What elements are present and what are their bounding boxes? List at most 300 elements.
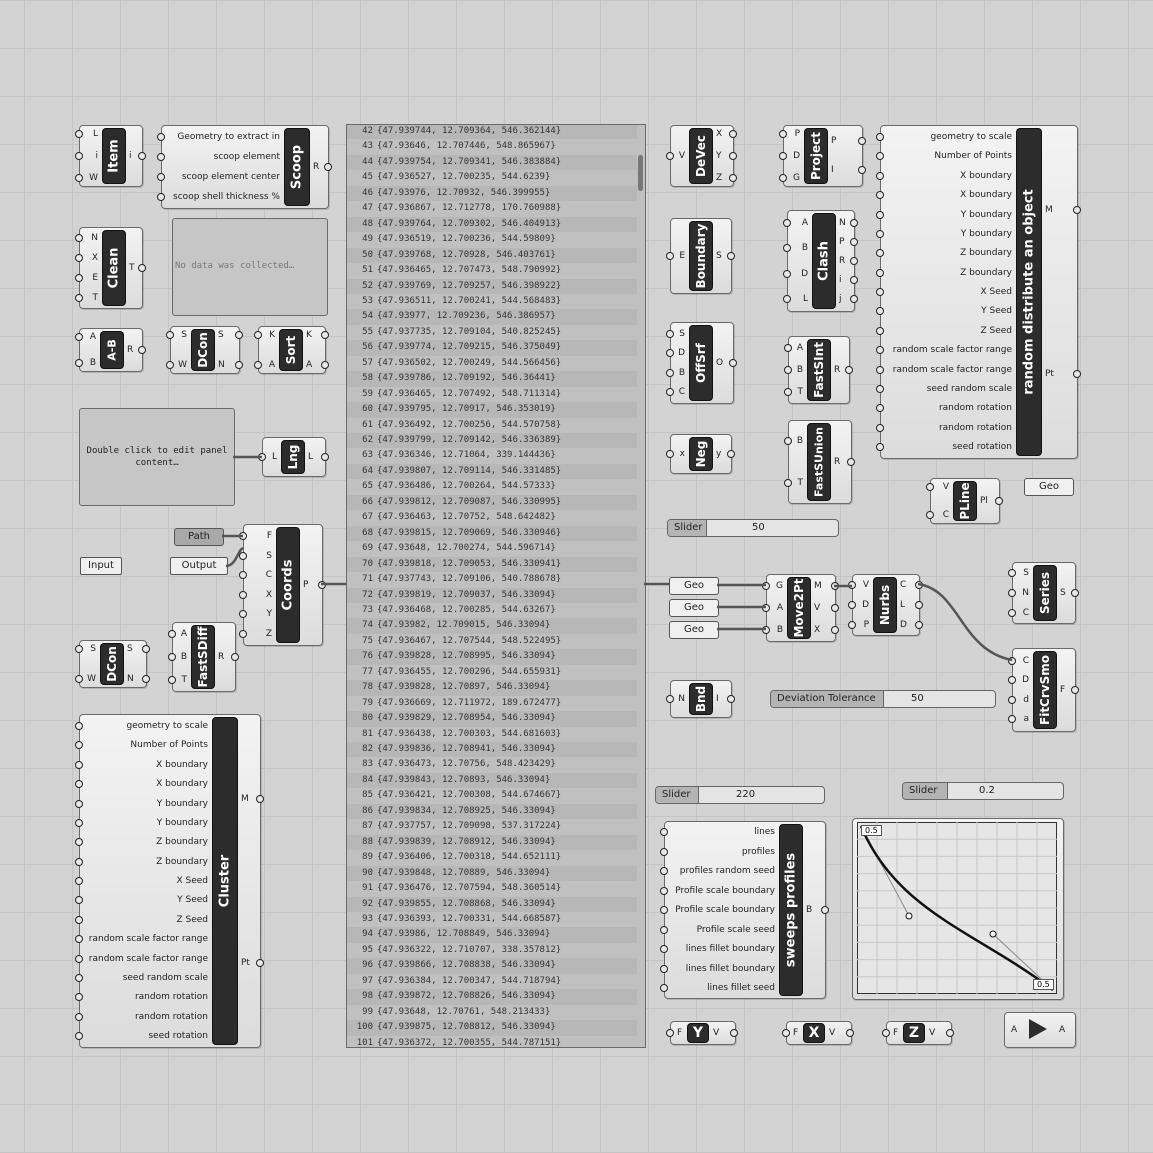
list-index: 65	[362, 481, 373, 492]
input-x-boundary: X boundary	[156, 759, 208, 770]
list-index: 49	[362, 234, 373, 245]
list-value: {47.939764, 12.709302, 546.404913}	[377, 218, 562, 229]
input-x: x	[679, 449, 685, 459]
list-index: 57	[362, 357, 373, 368]
input-a: A	[796, 343, 803, 353]
input-scoop-element-center: scoop element center	[181, 172, 280, 182]
component-dcon1-name: DCon	[196, 332, 210, 368]
input-c: C	[1022, 656, 1029, 666]
list-index: 71	[362, 574, 373, 585]
component-move2pt-name: Move2Pt	[792, 578, 806, 638]
list-index: 98	[362, 991, 373, 1002]
component-lng-name: Lng	[286, 444, 300, 470]
list-value: {47.936393, 12.700331, 544.668587}	[377, 913, 562, 924]
component-fastsdiff-name: FastSDiff	[196, 626, 210, 688]
component-fitcrvsmo-name: FitCrvSmo	[1038, 655, 1052, 725]
list-index: 42	[362, 126, 373, 136]
output-r: R	[839, 256, 846, 266]
list-index: 66	[362, 496, 373, 507]
input-n: N	[91, 233, 98, 243]
list-value: {47.939872, 12.708826, 546.33094}	[377, 991, 556, 1002]
panel-text: No data was collected…	[175, 261, 295, 271]
output-p: P	[839, 237, 845, 247]
component-boundary-name: Boundary	[694, 223, 708, 289]
list-value: {47.93648, 12.700274, 544.596714}	[377, 543, 556, 554]
input-z-boundary: Z boundary	[156, 856, 208, 867]
list-index: 60	[362, 404, 373, 415]
component-series-name: Series	[1038, 571, 1052, 615]
input-b: B	[801, 243, 808, 254]
list-index: 92	[362, 898, 373, 909]
component-rdo-name: random distribute an object	[1021, 189, 1037, 395]
output-m: M	[1045, 205, 1053, 215]
list-index: 77	[362, 666, 373, 677]
input-geometry-to-extract-in: Geometry to extract in	[177, 132, 280, 142]
input-profile-scale-seed: Profile scale seed	[696, 924, 775, 935]
input-d: d	[1023, 694, 1029, 705]
list-index: 56	[362, 342, 373, 353]
list-value: {47.939828, 12.708995, 546.33094}	[377, 651, 556, 662]
input-s: S	[266, 550, 272, 561]
list-value: {47.93986, 12.708849, 546.33094}	[377, 929, 551, 940]
input-y-boundary: Y boundary	[960, 209, 1012, 220]
output-d: D	[900, 620, 907, 630]
output-b: B	[806, 905, 813, 915]
input-i: i	[95, 151, 98, 161]
component-offsrf-name: OffSrf	[694, 343, 708, 383]
component-clash-name: Clash	[816, 241, 832, 281]
list-value: {47.936473, 12.70756, 548.423429}	[377, 759, 556, 770]
component-sweeps-name: sweeps profiles	[783, 852, 799, 968]
list-index: 96	[362, 960, 373, 971]
input-geometry-to-scale: geometry to scale	[930, 132, 1012, 142]
output-v: V	[713, 1028, 720, 1038]
input-x-boundary: X boundary	[156, 779, 208, 790]
list-value: {47.939839, 12.708912, 546.33094}	[377, 836, 556, 847]
component-clean-name: Clean	[106, 247, 122, 289]
list-value: {47.93976, 12.70932, 546.399955}	[377, 187, 551, 198]
output-r: R	[127, 345, 134, 355]
input-d: D	[801, 268, 808, 279]
list-index: 53	[362, 295, 373, 306]
component-item-name: Item	[106, 139, 122, 173]
input-lines-fillet-boundary: lines fillet boundary	[685, 944, 775, 954]
list-value: {47.93977, 12.709236, 546.386957}	[377, 311, 556, 322]
input-scoop-element: scoop element	[213, 152, 280, 162]
output-k: K	[306, 330, 312, 340]
input-geometry-to-scale: geometry to scale	[126, 721, 208, 731]
output-y: Y	[716, 151, 722, 161]
input-w: W	[87, 674, 96, 684]
input-v: V	[678, 151, 685, 161]
input-z: Z	[265, 629, 272, 639]
component-bnd-name: Bnd	[694, 685, 708, 713]
list-value: {47.939799, 12.709142, 546.336389}	[377, 435, 562, 445]
input-t: T	[797, 478, 803, 488]
output-y: y	[716, 449, 722, 459]
list-index: 81	[362, 728, 373, 739]
input-x-seed: X Seed	[980, 287, 1012, 297]
component-project-name: Project	[809, 131, 823, 181]
output-p: P	[303, 580, 309, 590]
list-value: {47.937757, 12.709098, 537.317224}	[377, 821, 562, 832]
input-d: D	[1022, 675, 1029, 686]
number-slider-label: Slider	[668, 520, 707, 536]
output-j: j	[839, 294, 842, 304]
output-v: V	[829, 1028, 836, 1038]
graph-bottom-label: 0.5	[1033, 979, 1054, 990]
list-value: {47.936465, 12.707492, 548.711314}	[377, 388, 562, 399]
graph-top-label: 0.5	[861, 825, 882, 836]
list-value: {47.939834, 12.708925, 546.33094}	[377, 805, 556, 816]
list-value: {47.939848, 12.70889, 546.33094}	[377, 867, 551, 878]
list-index: 99	[362, 1006, 373, 1017]
input-random-scale-factor-range: random scale factor range	[88, 934, 208, 945]
list-index: 94	[362, 929, 373, 940]
input-z-boundary: Z boundary	[960, 248, 1012, 259]
input-y-boundary: Y boundary	[156, 798, 208, 809]
geo-param[interactable]: Geo	[669, 599, 719, 617]
list-index: 58	[362, 373, 373, 384]
list-index: 68	[362, 527, 373, 538]
list-value: {47.939807, 12.709114, 546.331485}	[377, 465, 562, 476]
input-a: a	[1023, 714, 1029, 724]
geo-param[interactable]: Geo	[669, 577, 719, 595]
list-index: 50	[362, 249, 373, 260]
component-nurbs-name: Nurbs	[878, 584, 892, 626]
input-b: B	[776, 625, 783, 635]
input-b: B	[796, 365, 803, 375]
output-s: S	[218, 330, 224, 340]
list-value: {47.93982, 12.709015, 546.33094}	[377, 620, 551, 631]
output-s: S	[716, 251, 722, 261]
input-number-of-points: Number of Points	[934, 151, 1012, 162]
component-sort-name: Sort	[284, 335, 298, 365]
list-index: 83	[362, 759, 373, 770]
input-l: L	[271, 452, 277, 462]
list-index: 47	[362, 203, 373, 214]
input-f: F	[677, 1028, 683, 1038]
input-a: A	[776, 603, 783, 613]
output-z: Z	[716, 173, 723, 183]
input-z-seed: Z Seed	[980, 325, 1012, 336]
list-value: {47.936492, 12.700256, 544.570758}	[377, 419, 562, 430]
list-index: 73	[362, 604, 373, 615]
list-value: {47.936511, 12.700241, 544.568483}	[377, 295, 562, 306]
input-param[interactable]: Input	[80, 557, 122, 575]
input-f: F	[793, 1028, 799, 1038]
list-index: 101	[356, 1037, 373, 1048]
input-p: P	[794, 129, 800, 139]
list-value: {47.936519, 12.700236, 544.59809}	[377, 234, 556, 245]
input-random-rotation: random rotation	[938, 422, 1012, 433]
input-l: L	[92, 129, 98, 139]
input-a: A	[801, 218, 808, 228]
input-profiles-random-seed: profiles random seed	[679, 866, 775, 876]
list-value: {47.939786, 12.709192, 546.36441}	[377, 373, 556, 384]
input-z-boundary: Z boundary	[156, 837, 208, 848]
output-v: V	[929, 1028, 936, 1038]
panel-text: Double click to edit panel content…	[86, 446, 228, 468]
list-value: {47.936322, 12.710707, 338.357812}	[377, 944, 562, 955]
input-x-boundary: X boundary	[960, 170, 1012, 181]
list-value: {47.936486, 12.700264, 544.57333}	[377, 481, 556, 492]
input-random-rotation: random rotation	[134, 992, 208, 1003]
list-index: 82	[362, 744, 373, 754]
list-index: 91	[362, 883, 373, 894]
list-value: {47.939829, 12.708954, 546.33094}	[377, 713, 556, 724]
list-value: {47.939866, 12.708838, 546.33094}	[377, 960, 556, 971]
list-index: 69	[362, 543, 373, 554]
input-e: E	[92, 273, 98, 283]
component-dcon2-name: DCon	[105, 646, 119, 682]
output-p: P	[831, 136, 837, 146]
input-y-boundary: Y boundary	[960, 228, 1012, 239]
component-devec-name: DeVec	[694, 135, 708, 177]
list-index: 44	[362, 156, 373, 167]
list-index: 89	[362, 852, 373, 863]
geo-param[interactable]: Geo	[1024, 478, 1074, 496]
list-value: {47.939768, 12.70928, 546.403761}	[377, 249, 556, 260]
input-a: A	[89, 332, 96, 342]
list-index: 52	[362, 280, 373, 291]
input-c: C	[1022, 608, 1029, 618]
input-random-scale-factor-range: random scale factor range	[892, 364, 1012, 375]
list-index: 43	[362, 141, 373, 152]
list-index: 79	[362, 697, 373, 708]
list-value: {47.936372, 12.700355, 544.787151}	[377, 1037, 562, 1048]
output-v: V	[814, 603, 821, 613]
input-d: D	[678, 348, 685, 359]
number-slider-label: Slider	[903, 783, 948, 799]
output-f: F	[1060, 685, 1066, 695]
list-value: {47.936467, 12.707544, 548.522495}	[377, 635, 562, 646]
list-index: 70	[362, 558, 373, 569]
input-n: N	[1022, 588, 1029, 598]
input-random-scale-factor-range: random scale factor range	[892, 345, 1012, 356]
list-value: {47.939875, 12.708812, 546.33094}	[377, 1022, 556, 1033]
input-profile-scale-boundary: Profile scale boundary	[675, 885, 775, 896]
list-index: 86	[362, 805, 373, 816]
input-l: L	[802, 294, 808, 304]
input-random-scale-factor-range: random scale factor range	[88, 953, 208, 964]
output-m: M	[814, 581, 822, 591]
input-lines-fillet-boundary: lines fillet boundary	[685, 963, 775, 974]
list-value: {47.93646, 12.707446, 548.865967}	[377, 141, 556, 152]
list-value: {47.939819, 12.709037, 546.33094}	[377, 589, 556, 600]
input-p: P	[863, 620, 869, 630]
list-index: 55	[362, 326, 373, 337]
output-r: R	[834, 365, 841, 375]
list-value: {47.939815, 12.709069, 546.330946}	[377, 527, 562, 538]
list-value: {47.939769, 12.709257, 546.398922}	[377, 280, 562, 291]
input-z-seed: Z Seed	[176, 914, 208, 925]
output-x: X	[716, 129, 723, 139]
input-y-seed: Y Seed	[981, 306, 1012, 317]
path-param[interactable]: Path	[174, 528, 224, 546]
list-value: {47.939795, 12.70917, 546.353019}	[377, 404, 556, 415]
list-index: 100	[356, 1022, 373, 1033]
number-slider-label: Slider	[656, 787, 699, 803]
input-t: T	[92, 293, 98, 303]
relay-output: A	[1059, 1025, 1066, 1035]
input-seed-random-scale: seed random scale	[926, 383, 1012, 394]
list-value: {47.937743, 12.709106, 540.788678}	[377, 574, 562, 585]
output-pt: Pt	[1045, 369, 1054, 379]
list-value: {47.936421, 12.700308, 544.674667}	[377, 790, 562, 801]
input-c: C	[678, 387, 685, 397]
input-lines-fillet-seed: lines fillet seed	[707, 983, 775, 993]
list-index: 45	[362, 172, 373, 183]
output-x: X	[814, 625, 821, 635]
component-fastsint-name: FastSInt	[812, 342, 826, 398]
list-value: {47.936669, 12.711972, 189.672477}	[377, 697, 562, 708]
x-component-name[interactable]: X	[803, 1023, 825, 1043]
input-f: F	[893, 1028, 899, 1038]
z-component-name[interactable]: Z	[903, 1023, 925, 1043]
input-b: B	[180, 652, 187, 662]
component-pline-name: PLine	[958, 482, 972, 520]
input-profile-scale-boundary: Profile scale boundary	[675, 905, 775, 915]
list-index: 80	[362, 713, 373, 724]
list-value: {47.936406, 12.700318, 544.652111}	[377, 852, 562, 863]
list-value: {47.939836, 12.708941, 546.33094}	[377, 744, 556, 754]
component-scoop-name: Scoop	[289, 144, 305, 190]
list-index: 93	[362, 913, 373, 924]
list-index: 61	[362, 419, 373, 430]
list-index: 48	[362, 218, 373, 229]
output-i: I	[831, 165, 834, 175]
input-s: S	[679, 329, 685, 339]
input-c: C	[265, 570, 272, 581]
list-value: {47.93648, 12.70761, 548.213433}	[377, 1006, 551, 1017]
input-w: W	[178, 360, 187, 370]
output-pl: Pl	[980, 496, 988, 506]
list-value: {47.936346, 12.71064, 339.144436}	[377, 450, 556, 461]
input-f: F	[266, 531, 272, 541]
number-slider-value: 50	[752, 522, 765, 533]
input-seed-rotation: seed rotation	[148, 1031, 208, 1041]
input-v: V	[862, 580, 869, 590]
list-index: 67	[362, 512, 373, 523]
input-d: D	[862, 600, 869, 610]
output-pt: Pt	[241, 958, 250, 968]
list-value: {47.936527, 12.700235, 544.6239}	[377, 172, 551, 183]
geo-param[interactable]: Geo	[669, 621, 719, 639]
input-x-boundary: X boundary	[960, 190, 1012, 201]
input-w: W	[89, 173, 98, 183]
input-scoop-shell-thickness-: scoop shell thickness %	[173, 192, 280, 202]
input-y-boundary: Y boundary	[156, 817, 208, 828]
input-x: X	[265, 589, 272, 600]
output-t: T	[129, 263, 135, 273]
list-value: {47.936455, 12.700296, 544.655931}	[377, 666, 562, 677]
relay-input: A	[1011, 1025, 1018, 1035]
output-param[interactable]: Output	[170, 557, 228, 575]
list-index: 84	[362, 774, 373, 785]
list-value: {47.939843, 12.70893, 546.33094}	[377, 774, 551, 785]
input-seed-rotation: seed rotation	[952, 442, 1012, 452]
list-index: 76	[362, 651, 373, 662]
list-value: {47.939744, 12.709364, 546.362144}	[377, 126, 562, 136]
input-y: Y	[266, 609, 272, 620]
component-neg-name: Neg	[694, 440, 708, 468]
input-k: K	[269, 330, 275, 340]
list-value: {47.936867, 12.712778, 170.760988}	[377, 203, 562, 214]
input-v: V	[942, 482, 949, 492]
list-index: 64	[362, 465, 373, 476]
list-index: 85	[362, 790, 373, 801]
component-fastsunion-name: FastSUnion	[812, 427, 826, 497]
list-value: {47.936468, 12.700285, 544.63267}	[377, 604, 556, 615]
list-index: 87	[362, 821, 373, 832]
input-e: E	[679, 251, 685, 261]
input-s: S	[90, 644, 96, 654]
output-r: R	[313, 162, 320, 172]
input-n: N	[678, 694, 685, 704]
list-value: {47.939774, 12.709215, 546.375049}	[377, 342, 562, 353]
input-g: G	[793, 173, 800, 183]
list-index: 62	[362, 435, 373, 445]
output-n: N	[218, 360, 225, 370]
input-t: T	[797, 387, 803, 397]
list-value: {47.939754, 12.709341, 546.383884}	[377, 156, 562, 167]
list-index: 63	[362, 450, 373, 461]
list-value: {47.937735, 12.709104, 540.825245}	[377, 326, 562, 337]
input-number-of-points: Number of Points	[130, 740, 208, 751]
output-s: S	[127, 644, 133, 654]
list-index: 59	[362, 388, 373, 399]
list-value: {47.936502, 12.700249, 544.566456}	[377, 357, 562, 368]
output-l: L	[900, 600, 906, 610]
output-o: O	[716, 358, 724, 368]
list-index: 97	[362, 975, 373, 986]
input-d: D	[793, 151, 800, 161]
deviation-tolerance-slider-label: Deviation Tolerance	[771, 691, 884, 707]
list-index: 75	[362, 635, 373, 646]
output-i: I	[716, 694, 719, 704]
output-i: i	[129, 151, 132, 161]
input-a: A	[180, 629, 187, 639]
list-index: 51	[362, 265, 373, 276]
output-i: i	[839, 275, 842, 285]
list-index: 95	[362, 944, 373, 955]
output-m: M	[241, 794, 249, 804]
list-value: {47.936463, 12.70752, 548.642482}	[377, 512, 556, 523]
list-value: {47.939818, 12.709053, 546.330941}	[377, 558, 562, 569]
output-r: R	[834, 457, 841, 467]
output-r: R	[218, 652, 225, 662]
input-b: B	[796, 436, 803, 446]
output-s: S	[1060, 588, 1066, 598]
input-x: X	[91, 253, 98, 263]
input-lines: lines	[754, 827, 775, 837]
list-index: 74	[362, 620, 373, 631]
input-c: C	[942, 510, 949, 520]
number-slider-value: 0.2	[979, 785, 995, 796]
list-index: 78	[362, 682, 373, 693]
list-value: {47.936476, 12.707594, 548.360514}	[377, 883, 562, 894]
list-value: {47.936438, 12.700303, 544.681603}	[377, 728, 562, 739]
input-g: G	[776, 581, 783, 591]
output-n: N	[127, 674, 134, 684]
input-t: T	[181, 675, 187, 685]
input-a: A	[268, 360, 275, 370]
component-cluster-name: Cluster	[217, 854, 233, 908]
deviation-tolerance-slider-value: 50	[911, 693, 924, 704]
y-component-name[interactable]: Y	[687, 1023, 709, 1043]
input-s: S	[181, 330, 187, 340]
